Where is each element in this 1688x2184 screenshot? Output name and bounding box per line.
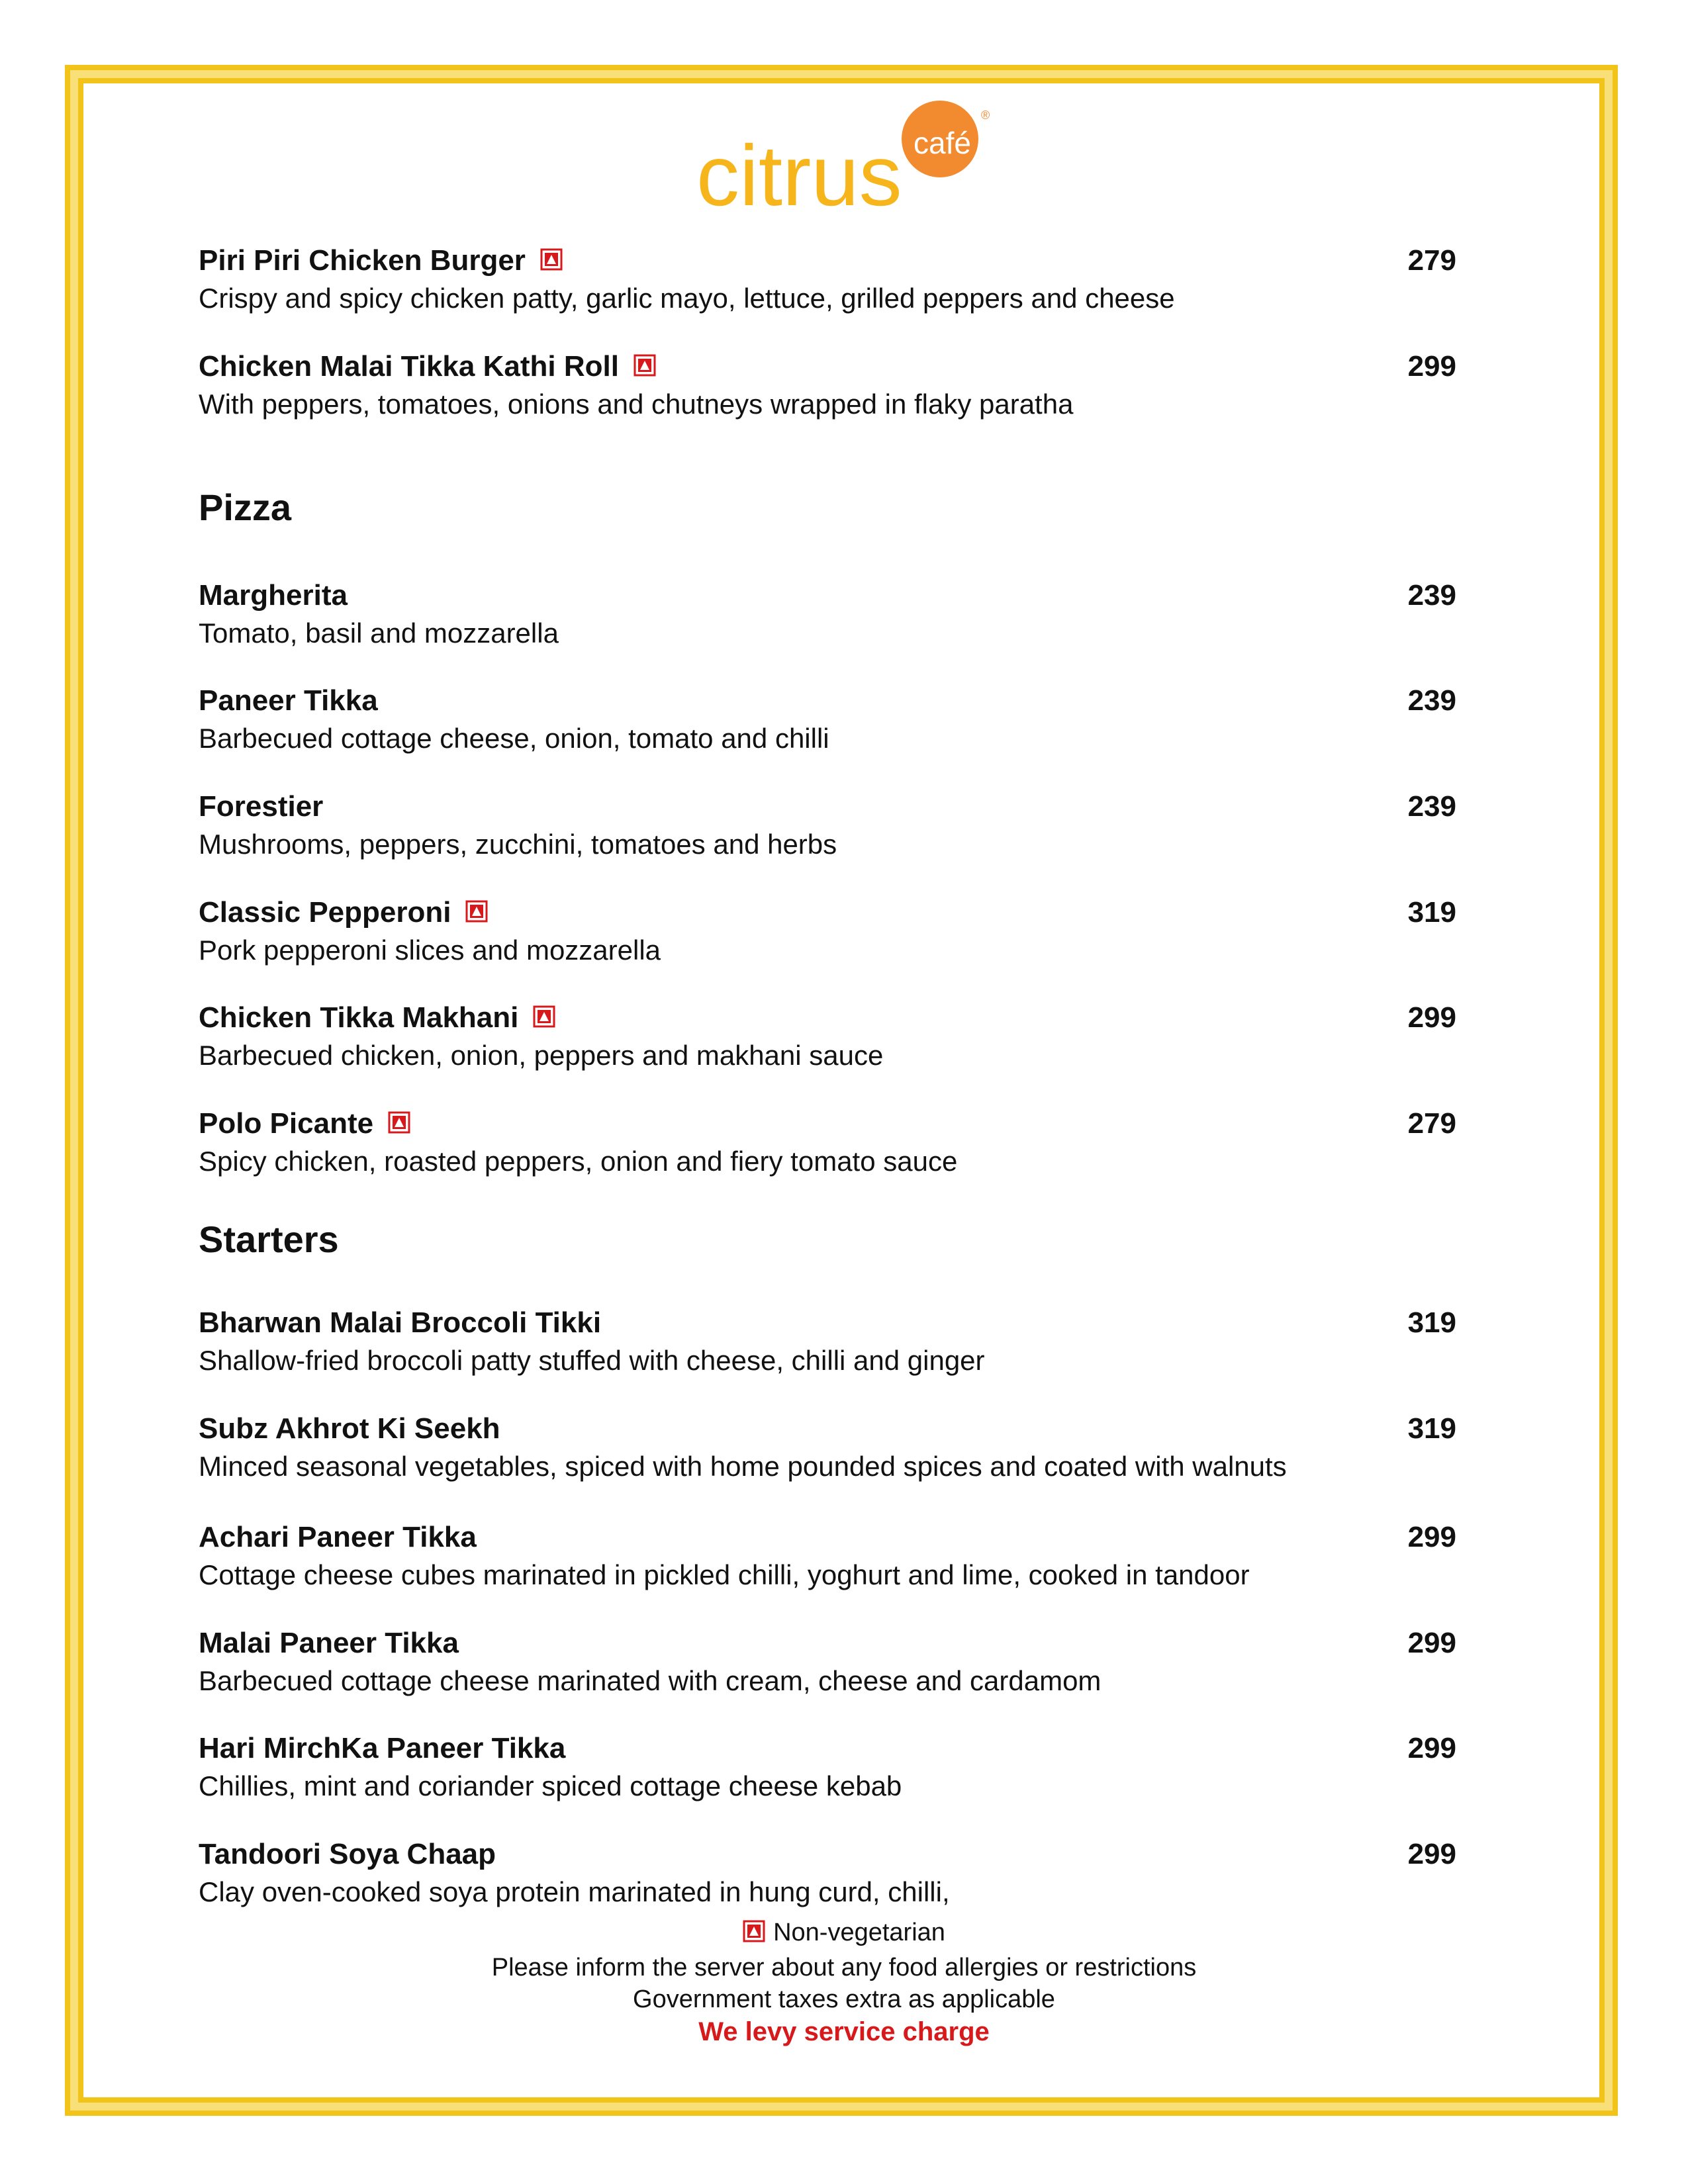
logo-mark: ® <box>981 109 990 122</box>
item-description: Clay oven-cooked soya protein marinated in hung curd, chilli, <box>199 1876 950 1907</box>
item-name: Achari Paneer Tikka <box>199 1521 477 1553</box>
logo-word: citrus <box>696 127 902 224</box>
citrus-cafe-logo <box>675 99 1019 225</box>
item-name: Hari MirchKa Paneer Tikka <box>199 1732 566 1764</box>
menu-item <box>199 1836 1456 1910</box>
menu-item <box>199 1304 1456 1379</box>
item-price: 299 <box>1407 1627 1456 1659</box>
menu-item <box>199 894 1456 968</box>
non-vegetarian-icon <box>465 900 488 923</box>
item-price: 239 <box>1407 790 1456 823</box>
allergy-note: Please inform the server about any food allergies or restrictions <box>491 1954 1197 1981</box>
item-name: Classic Pepperoni <box>199 896 451 929</box>
legend-label: Non-vegetarian <box>773 1919 945 1946</box>
section-title-starters: Starters <box>199 1218 339 1260</box>
item-description: Barbecued chicken, onion, peppers and makhani sauce <box>199 1040 884 1071</box>
item-description: Barbecued cottage cheese marinated with cream, cheese and cardamom <box>199 1665 1102 1696</box>
item-name: Margherita <box>199 579 348 612</box>
service-charge-note: We levy service charge <box>698 2017 990 2046</box>
section-title-pizza: Pizza <box>199 486 292 528</box>
menu-item <box>199 1519 1456 1593</box>
item-description: Pork pepperoni slices and mozzarella <box>199 934 661 966</box>
item-description: Chillies, mint and coriander spiced cottage cheese kebab <box>199 1770 902 1801</box>
item-description: Shallow-fried broccoli patty stuffed with cheese, chilli and ginger <box>199 1345 985 1376</box>
item-name: Chicken Malai Tikka Kathi Roll <box>199 350 619 383</box>
menu-item <box>199 1105 1456 1179</box>
legend-line <box>397 1917 1291 1952</box>
item-price: 299 <box>1407 1521 1456 1553</box>
item-description: Minced seasonal vegetables, spiced with home pounded spices and coated with walnuts <box>199 1451 1287 1482</box>
menu-item <box>199 999 1456 1073</box>
item-price: 239 <box>1407 579 1456 612</box>
menu-item <box>199 242 1456 316</box>
menu-item <box>199 682 1456 756</box>
item-name: Chicken Tikka Makhani <box>199 1001 519 1034</box>
item-price: 299 <box>1407 1732 1456 1764</box>
logo-badge: café <box>914 126 971 160</box>
item-price: 319 <box>1407 1412 1456 1445</box>
non-vegetarian-icon <box>633 354 656 377</box>
item-name: Tandoori Soya Chaap <box>199 1838 496 1870</box>
item-description: Barbecued cottage cheese, onion, tomato and chilli <box>199 723 829 754</box>
item-price: 299 <box>1407 1838 1456 1870</box>
menu-item <box>199 348 1456 422</box>
item-price: 299 <box>1407 1001 1456 1034</box>
tax-note: Government taxes extra as applicable <box>633 1985 1055 2013</box>
item-name: Malai Paneer Tikka <box>199 1627 459 1659</box>
item-description: Spicy chicken, roasted peppers, onion and fiery tomato sauce <box>199 1146 958 1177</box>
non-vegetarian-icon <box>533 1005 555 1028</box>
item-price: 279 <box>1407 244 1456 277</box>
item-description: Tomato, basil and mozzarella <box>199 617 559 649</box>
menu-item <box>199 577 1456 651</box>
item-description: Crispy and spicy chicken patty, garlic mayo, lettuce, grilled peppers and cheese <box>199 283 1175 314</box>
non-vegetarian-icon <box>388 1111 410 1134</box>
non-vegetarian-icon <box>540 248 563 271</box>
menu-footer <box>397 1917 1291 2048</box>
menu-item <box>199 788 1456 862</box>
menu-item <box>199 1730 1456 1804</box>
item-name: Piri Piri Chicken Burger <box>199 244 526 277</box>
item-name: Subz Akhrot Ki Seekh <box>199 1412 500 1445</box>
item-description: Cottage cheese cubes marinated in pickled chilli, yoghurt and lime, cooked in tandoor <box>199 1559 1250 1590</box>
item-price: 319 <box>1407 1306 1456 1339</box>
item-name: Forestier <box>199 790 324 823</box>
item-name: Polo Picante <box>199 1107 374 1140</box>
item-price: 279 <box>1407 1107 1456 1140</box>
item-price: 319 <box>1407 896 1456 929</box>
item-name: Paneer Tikka <box>199 684 378 717</box>
item-name: Bharwan Malai Broccoli Tikki <box>199 1306 602 1339</box>
item-description: Mushrooms, peppers, zucchini, tomatoes and herbs <box>199 829 837 860</box>
non-vegetarian-icon <box>743 1920 765 1942</box>
item-price: 299 <box>1407 350 1456 383</box>
menu-item <box>199 1625 1456 1699</box>
menu-item <box>199 1410 1456 1484</box>
item-description: With peppers, tomatoes, onions and chutneys wrapped in flaky paratha <box>199 388 1074 420</box>
item-price: 239 <box>1407 684 1456 717</box>
